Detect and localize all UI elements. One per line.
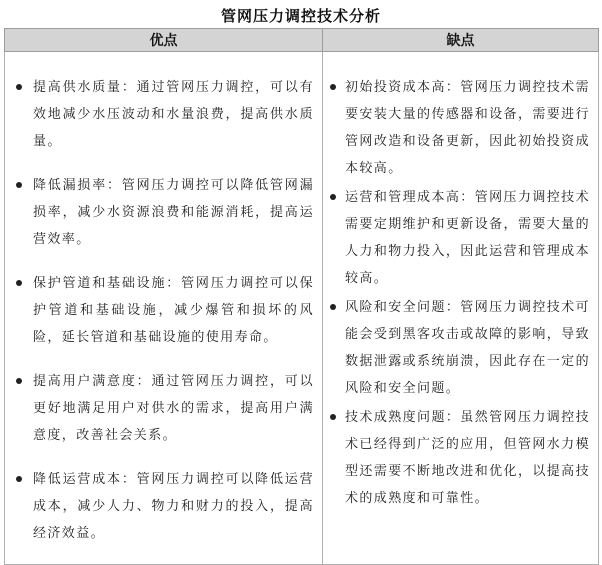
document-title: 管网压力调控技术分析: [220, 7, 381, 25]
cons-item: [323, 74, 598, 182]
table-body-row: [5, 52, 599, 565]
bullet-icon: [330, 304, 336, 310]
pros-item-text: 降低运营成本：管网压力调控可以降低运营成本，减少人力、物力和财力的投入，提高经济效益。: [33, 472, 314, 541]
bullet-icon: [330, 414, 336, 420]
pros-item: [5, 74, 322, 155]
pros-item: [5, 368, 322, 449]
bullet-icon: [330, 194, 336, 200]
table-header-row: [5, 29, 599, 52]
bullet-icon: [16, 378, 22, 384]
bullet-icon: [330, 84, 336, 90]
cons-item: [323, 404, 598, 512]
pros-item: [5, 172, 322, 253]
cons-item: [323, 184, 598, 292]
cons-list: [323, 52, 598, 512]
pros-item: [5, 466, 322, 547]
pros-item-text: 降低漏损率：管网压力调控可以降低管网漏损率，减少水资源浪费和能源消耗，提高运营效率。: [33, 178, 314, 247]
pros-item: [5, 270, 322, 351]
pros-list: [5, 52, 322, 547]
cons-item-text: 初始投资成本高：管网压力调控技术需要安装大量的传感器和设备，需要进行管网改造和设备更新，因此初始投资成本较高。: [345, 80, 590, 176]
pros-header: 优点: [5, 29, 323, 52]
pros-cell: [5, 52, 323, 565]
cons-item-text: 技术成熟度问题：虽然管网压力调控技术已经得到广泛的应用，但管网水力模型还需要不断地改进和优化，以提高技术的成熟度和可靠性。: [345, 410, 590, 506]
cons-header: 缺点: [323, 29, 599, 52]
cons-cell: [323, 52, 599, 565]
cons-item-text: 风险和安全问题：管网压力调控技术可能会受到黑客攻击或故障的影响，导致数据泄露或系统崩溃，因此存在一定的风险和安全问题。: [345, 300, 590, 396]
pros-item-text: 提高用户满意度：通过管网压力调控，可以更好地满足用户对供水的需求，提高用户满意度，改善社会关系。: [33, 374, 314, 443]
comparison-table: [4, 28, 599, 565]
pros-item-text: 提高供水质量：通过管网压力调控，可以有效地减少水压波动和水量浪费，提高供水质量。: [33, 80, 314, 149]
bullet-icon: [16, 182, 22, 188]
bullet-icon: [16, 280, 22, 286]
cons-item: [323, 294, 598, 402]
pros-item-text: 保护管道和基础设施：管网压力调控可以保护管道和基础设施，减少爆管和损坏的风险，延长管道和基础设施的使用寿命。: [33, 276, 314, 345]
bullet-icon: [16, 476, 22, 482]
bullet-icon: [16, 84, 22, 90]
cons-item-text: 运营和管理成本高：管网压力调控技术需要定期维护和更新设备，需要大量的人力和物力投入，因此运营和管理成本较高。: [345, 190, 590, 286]
